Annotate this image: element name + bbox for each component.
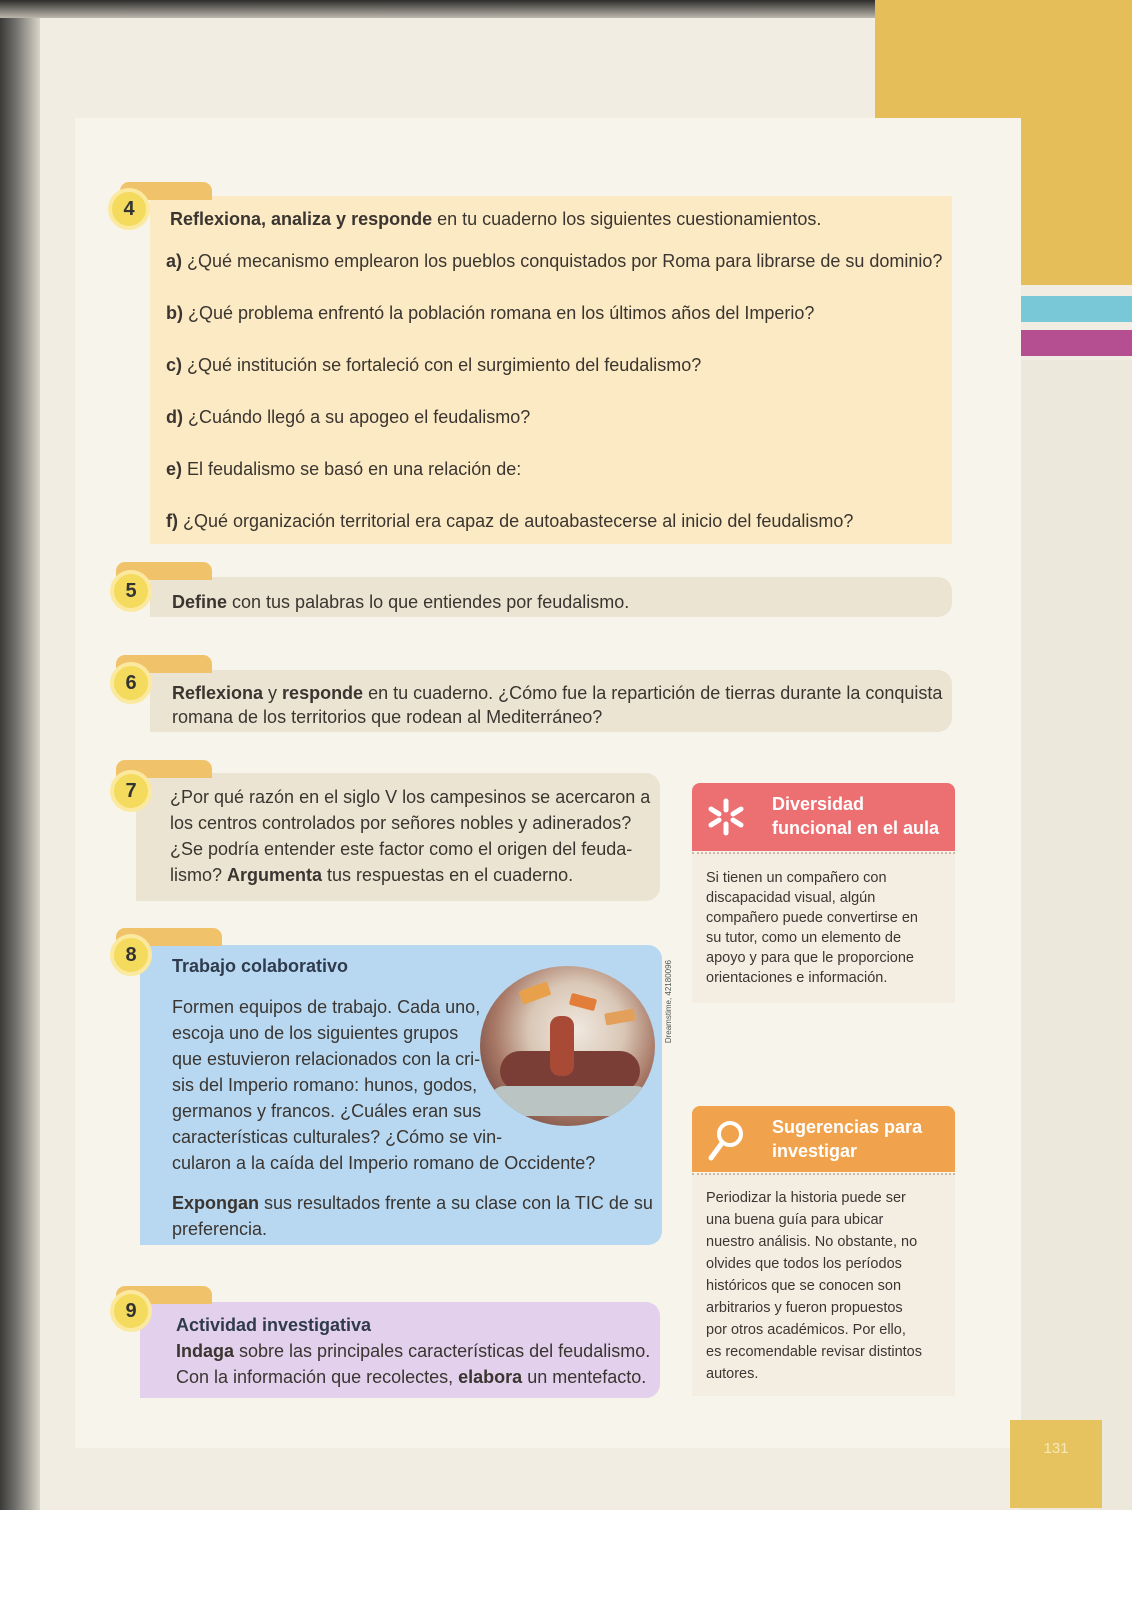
activity-9-line2c: un mentefacto. — [522, 1367, 647, 1387]
question-b-text: ¿Qué problema enfrentó la población romana en los últimos años del Imperio? — [188, 303, 815, 323]
activity-7-line1: ¿Por qué razón en el siglo V los campesinos se acercaron a — [170, 787, 651, 807]
activity-7-line3: ¿Se podría entender este factor como el origen del feuda- — [170, 839, 633, 859]
question-f — [166, 510, 853, 532]
activity-8-line7: cularon a la caída del Imperio romano de Occidente? — [172, 1153, 596, 1173]
activity-8-line2: escoja uno de los siguientes grupos — [172, 1023, 459, 1043]
activity-6-bold2: responde — [282, 683, 364, 703]
sugerencias-line4: olvides que todos los períodos — [706, 1256, 902, 1272]
activity-9-line2a: Con la información que recolectes, — [176, 1367, 459, 1387]
sugerencias-header — [692, 1106, 955, 1172]
question-b — [166, 302, 814, 324]
sugerencias-title-line2: investigar — [772, 1141, 858, 1161]
diversidad-line5: apoyo y para que le proporcione — [706, 950, 914, 966]
activity-7-line4 — [170, 864, 573, 886]
sugerencias-line3: nuestro análisis. No obstante, no — [706, 1234, 918, 1250]
question-a-letter: a) — [166, 251, 183, 271]
question-f-text: ¿Qué organización territorial era capaz de autoabastecerse al inicio del feudalismo? — [183, 511, 854, 531]
diversidad-title-line1: Diversidad — [772, 794, 865, 814]
activity-8-line5: germanos y francos. ¿Cuáles eran sus — [172, 1101, 482, 1121]
magenta-strip — [1020, 330, 1132, 356]
diversidad-line1: Si tienen un compañero con — [706, 870, 887, 886]
activity-6-number: 6 — [110, 662, 152, 704]
question-c — [166, 354, 701, 376]
activity-7-number: 7 — [110, 770, 152, 812]
magnifier-icon — [706, 1118, 746, 1162]
activity-8-expongan-rest: sus resultados frente a su clase con la TIC de su — [259, 1193, 653, 1213]
activity-7-line2: los centros controlados por señores nobles y adinerados? — [170, 813, 632, 833]
question-d-text: ¿Cuándo llegó a su apogeo el feudalismo? — [188, 407, 531, 427]
question-c-text: ¿Qué institución se fortaleció con el surgimiento del feudalismo? — [187, 355, 702, 375]
activity-4-intro-rest: en tu cuaderno los siguientes cuestionamientos. — [432, 209, 822, 229]
binding-shadow — [0, 0, 40, 1510]
sugerencias-line9: autores. — [706, 1366, 759, 1382]
activity-9-line2 — [176, 1366, 646, 1388]
page-number-box — [1010, 1420, 1102, 1508]
sugerencias-divider — [692, 1173, 955, 1175]
diversidad-title-line2: funcional en el aula — [772, 818, 940, 838]
question-d-letter: d) — [166, 407, 183, 427]
activity-4-number: 4 — [108, 188, 150, 230]
activity-6-line1 — [172, 682, 942, 704]
right-margin-panel — [1020, 360, 1132, 1510]
activity-4-intro — [170, 208, 821, 230]
sugerencias-line5: históricos que se conocen son — [706, 1278, 902, 1294]
battle-illustration — [480, 966, 655, 1126]
diversidad-divider — [692, 852, 955, 854]
asterisk-icon — [706, 797, 746, 837]
question-e-text: El feudalismo se basó en una relación de: — [187, 459, 522, 479]
activity-4-intro-bold: Reflexiona, analiza y responde — [170, 209, 433, 229]
question-b-letter: b) — [166, 303, 183, 323]
activity-7-line4a: lismo? — [170, 865, 228, 885]
activity-6-rest1: en tu cuaderno. ¿Cómo fue la repartición de tierras durante la conquista — [363, 683, 943, 703]
activity-8-line4: sis del Imperio romano: hunos, godos, — [172, 1075, 478, 1095]
question-c-letter: c) — [166, 355, 183, 375]
activity-8-line1: Formen equipos de trabajo. Cada uno, — [172, 997, 481, 1017]
activity-8-line3: que estuvieron relacionados con la cri- — [172, 1049, 481, 1069]
question-f-letter: f) — [166, 511, 178, 531]
diversidad-line2: discapacidad visual, algún — [706, 890, 876, 906]
activity-6-mid: y — [263, 683, 283, 703]
diversidad-header — [692, 783, 955, 851]
image-credit: Dreamstime, 42180096 — [664, 960, 673, 1044]
question-a — [166, 250, 942, 272]
activity-8-expongan-bold: Expongan — [172, 1193, 260, 1213]
sugerencias-line7: por otros académicos. Por ello, — [706, 1322, 906, 1338]
activity-5-bold: Define — [172, 592, 228, 612]
activity-8-line-last: preferencia. — [172, 1219, 268, 1239]
activity-6-line2: romana de los territorios que rodean al Mediterráneo? — [172, 707, 603, 727]
activity-8-number: 8 — [110, 934, 152, 976]
sugerencias-line1: Periodizar la historia puede ser — [706, 1190, 906, 1206]
cyan-strip — [1020, 296, 1132, 322]
sugerencias-line8: es recomendable revisar distintos — [706, 1344, 922, 1360]
activity-7-line4b: Argumenta — [227, 865, 323, 885]
page-number: 131 — [1043, 1440, 1069, 1457]
question-e — [166, 458, 521, 480]
activity-9-rest1: sobre las principales características del feudalismo. — [234, 1341, 651, 1361]
diversidad-line4: su tutor, como un elemento de — [706, 930, 902, 946]
activity-9-number: 9 — [110, 1290, 152, 1332]
activity-8-line6: características culturales? ¿Cómo se vin- — [172, 1127, 503, 1147]
question-e-letter: e) — [166, 459, 183, 479]
activity-8-title: Trabajo colaborativo — [172, 956, 349, 976]
activity-9-bold1: Indaga — [176, 1341, 235, 1361]
diversidad-line6: orientaciones e información. — [706, 970, 888, 986]
question-a-text: ¿Qué mecanismo emplearon los pueblos conquistados por Roma para librarse de su dominio? — [187, 251, 943, 271]
activity-6-bold1: Reflexiona — [172, 683, 264, 703]
activity-8-expongan — [172, 1192, 653, 1214]
sugerencias-line6: arbitrarios y fueron propuestos — [706, 1300, 903, 1316]
activity-7-line4c: tus respuestas en el cuaderno. — [322, 865, 574, 885]
activity-5-number: 5 — [110, 570, 152, 612]
activity-9-line1 — [176, 1340, 650, 1362]
activity-5-rest: con tus palabras lo que entiendes por feudalismo. — [227, 592, 630, 612]
question-d — [166, 406, 530, 428]
sugerencias-line2: una buena guía para ubicar — [706, 1212, 884, 1228]
diversidad-line3: compañero puede convertirse en — [706, 910, 918, 926]
sugerencias-title-line1: Sugerencias para — [772, 1117, 923, 1137]
activity-5-text — [172, 591, 629, 613]
activity-9-title: Actividad investigativa — [176, 1315, 372, 1335]
activity-9-line2b: elabora — [458, 1367, 523, 1387]
